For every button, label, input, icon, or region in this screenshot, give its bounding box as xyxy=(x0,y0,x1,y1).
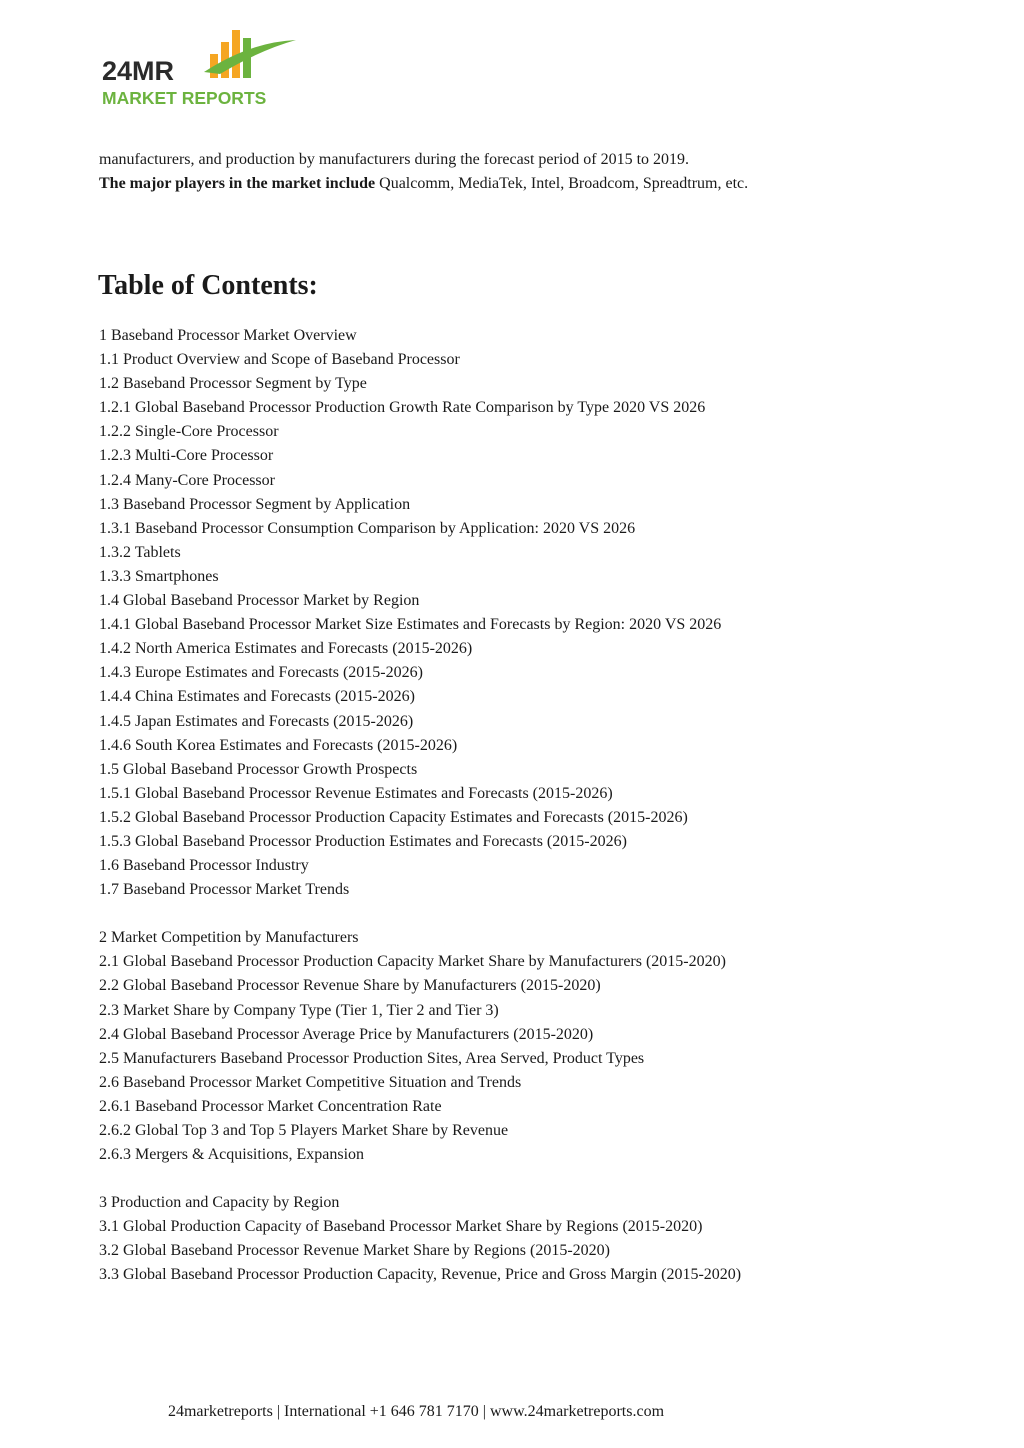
toc-entry: 1.4.2 North America Estimates and Forecasts (2015-2026) xyxy=(99,640,473,658)
page-footer: 24marketreports | International +1 646 781 7170 | www.24marketreports.com xyxy=(167,1403,665,1420)
toc-entry: 3.2 Global Baseband Processor Revenue Market Share by Regions (2015-2020) xyxy=(99,1242,610,1260)
toc-entry: 1.5.1 Global Baseband Processor Revenue Estimates and Forecasts (2015-2026) xyxy=(99,784,613,802)
toc-section xyxy=(99,324,979,902)
intro-line-1: manufacturers, and production by manufacturers during the forecast period of 2015 to 2019. xyxy=(99,151,690,168)
company-logo xyxy=(100,28,306,110)
toc-entry: 1.4.3 Europe Estimates and Forecasts (2015-2026) xyxy=(99,664,423,682)
toc-entry: 1.5.3 Global Baseband Processor Production Estimates and Forecasts (2015-2026) xyxy=(99,832,627,850)
toc-entry: 1.6 Baseband Processor Industry xyxy=(99,857,309,875)
toc-entry: 1.2.3 Multi-Core Processor xyxy=(99,447,274,465)
toc-entry: 2.2 Global Baseband Processor Revenue Share by Manufacturers (2015-2020) xyxy=(99,977,601,995)
toc-entry: 2 Market Competition by Manufacturers xyxy=(99,929,359,947)
intro-line-2 xyxy=(99,172,959,196)
toc-entry: 1.5 Global Baseband Processor Growth Prospects xyxy=(99,760,418,778)
toc-entry: 1.3.1 Baseband Processor Consumption Comparison by Application: 2020 VS 2026 xyxy=(99,519,636,537)
toc-entry: 1.2.4 Many-Core Processor xyxy=(99,471,275,489)
toc-entry: 1.4.1 Global Baseband Processor Market Size Estimates and Forecasts by Region: 2020 VS 2026 xyxy=(99,616,722,634)
players-text: Qualcomm, MediaTek, Intel, Broadcom, Spreadtrum, etc. xyxy=(375,175,749,192)
toc-entry: 1.4.5 Japan Estimates and Forecasts (2015-2026) xyxy=(99,712,414,730)
toc-entry: 1 Baseband Processor Market Overview xyxy=(99,327,357,344)
toc-entry: 1.3.2 Tablets xyxy=(99,543,181,561)
toc-title: Table of Contents: xyxy=(98,270,318,301)
toc-entry: 2.3 Market Share by Company Type (Tier 1, Tier 2 and Tier 3) xyxy=(99,1001,499,1019)
toc-section xyxy=(99,1191,979,1287)
toc-entry: 2.6.2 Global Top 3 and Top 5 Players Market Share by Revenue xyxy=(99,1122,509,1139)
toc-entry: 2.1 Global Baseband Processor Production Capacity Market Share by Manufacturers (2015-2020) xyxy=(99,953,726,971)
logo-text-top: 24MR xyxy=(102,56,175,86)
toc-entry: 1.3 Baseband Processor Segment by Application xyxy=(99,495,411,513)
toc-entry: 1.4 Global Baseband Processor Market by Region xyxy=(99,592,420,610)
table-of-contents xyxy=(99,324,979,1312)
toc-entry: 1.2 Baseband Processor Segment by Type xyxy=(99,375,367,393)
toc-entry: 3.3 Global Baseband Processor Production Capacity, Revenue, Price and Gross Margin (2015-2020) xyxy=(99,1266,742,1284)
intro-paragraph xyxy=(99,148,959,196)
toc-entry: 2.6 Baseband Processor Market Competitive Situation and Trends xyxy=(99,1073,522,1091)
toc-entry: 3.1 Global Production Capacity of Baseband Processor Market Share by Regions (2015-2020) xyxy=(99,1218,703,1236)
toc-entry: 1.7 Baseband Processor Market Trends xyxy=(99,881,350,899)
toc-entry: 1.2.1 Global Baseband Processor Production Growth Rate Comparison by Type 2020 VS 2026 xyxy=(99,399,706,417)
toc-entry: 2.6.3 Mergers & Acquisitions, Expansion xyxy=(99,1146,365,1164)
toc-entry: 1.5.2 Global Baseband Processor Production Capacity Estimates and Forecasts (2015-2026) xyxy=(99,808,688,826)
toc-entry: 2.6.1 Baseband Processor Market Concentration Rate xyxy=(99,1097,442,1115)
toc-entry: 2.4 Global Baseband Processor Average Price by Manufacturers (2015-2020) xyxy=(99,1025,594,1043)
toc-entry: 1.2.2 Single-Core Processor xyxy=(99,423,279,441)
toc-entry: 1.1 Product Overview and Scope of Baseband Processor xyxy=(99,351,460,369)
logo-text-bottom: MARKET REPORTS xyxy=(102,88,267,108)
toc-entry: 3 Production and Capacity by Region xyxy=(99,1194,340,1212)
toc-entry: 1.4.6 South Korea Estimates and Forecasts (2015-2026) xyxy=(99,736,458,754)
toc-entry: 1.4.4 China Estimates and Forecasts (2015-2026) xyxy=(99,688,415,706)
toc-entry: 2.5 Manufacturers Baseband Processor Production Sites, Area Served, Product Types xyxy=(99,1049,645,1067)
toc-section xyxy=(99,926,979,1167)
logo-graphic xyxy=(100,28,306,110)
toc-entry: 1.3.3 Smartphones xyxy=(99,567,219,585)
players-label: The major players in the market include xyxy=(99,175,376,192)
